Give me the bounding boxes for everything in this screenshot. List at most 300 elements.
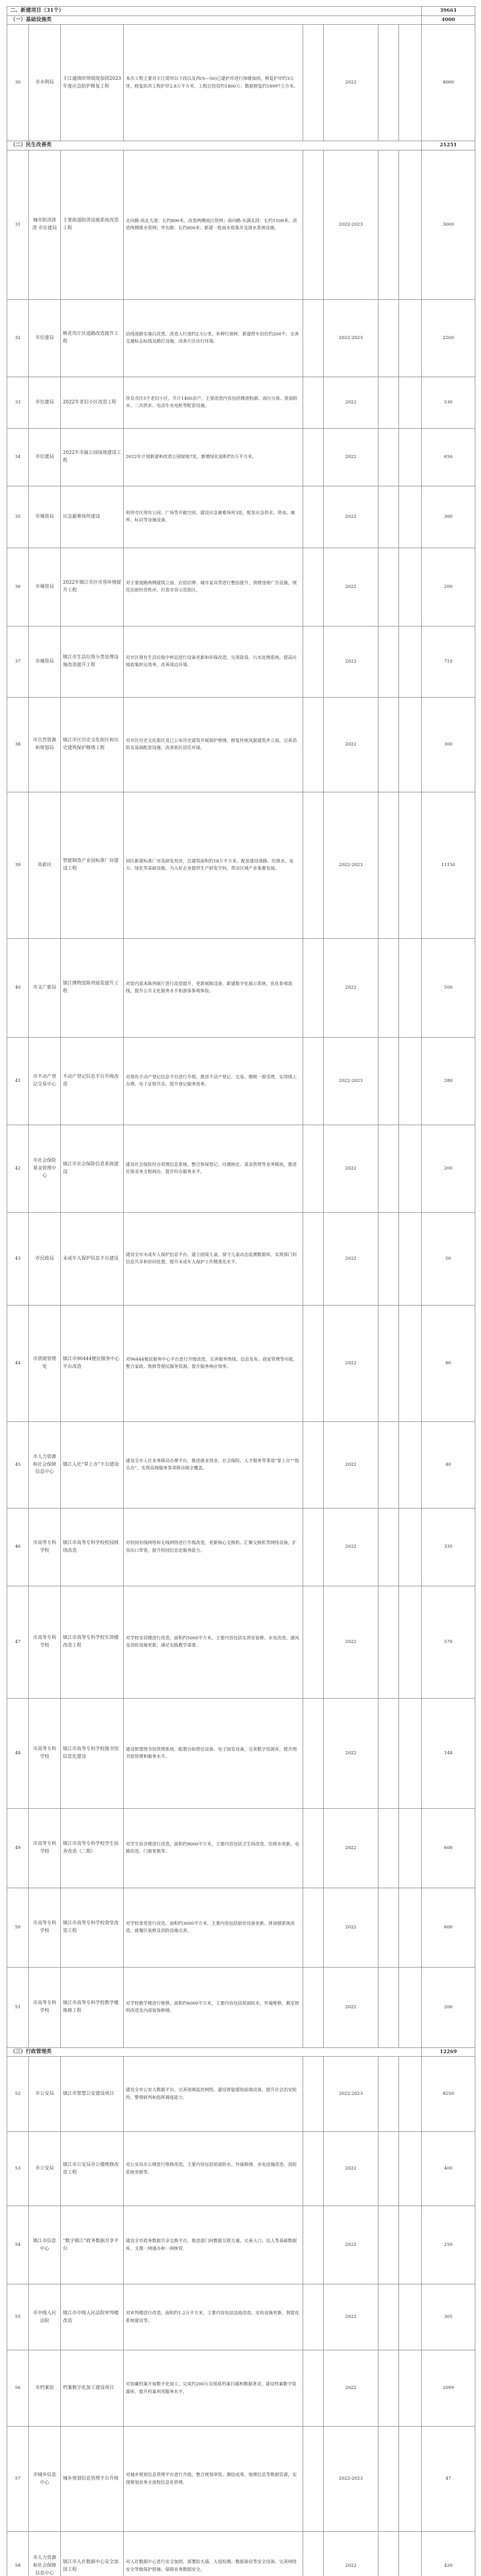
row-number: 57 xyxy=(7,2427,29,2532)
responsible-unit: 市高等专科学校 xyxy=(29,1586,61,1698)
empty-cell xyxy=(303,548,324,626)
empty-cell xyxy=(378,2532,399,2576)
category-label: （一）基础设施类 xyxy=(7,15,422,25)
project-name: 镇江市生活垃圾分类处理设施改造提升工程 xyxy=(61,626,124,697)
empty-cell xyxy=(399,2132,422,2206)
investment-amount: 8250 xyxy=(422,2057,475,2132)
category-label: 二、新建项目（31个） xyxy=(7,7,422,16)
empty-cell xyxy=(378,1586,399,1698)
table-row xyxy=(7,1888,475,1967)
investment-amount: 200 xyxy=(422,1967,475,2047)
empty-cell xyxy=(378,1888,399,1967)
project-name: 2022年市属公园绿地建设工程 xyxy=(61,428,124,486)
empty-cell xyxy=(399,792,422,938)
construction-period: 2022 xyxy=(324,1421,378,1508)
empty-cell xyxy=(399,2284,422,2350)
empty-cell xyxy=(378,2206,399,2284)
empty-cell xyxy=(399,377,422,428)
responsible-unit: 市公安局 xyxy=(29,2132,61,2206)
empty-cell xyxy=(303,2350,324,2427)
empty-cell xyxy=(399,2206,422,2284)
empty-cell xyxy=(378,150,399,299)
project-name: “数字镇江”政务数据共享平台 xyxy=(61,2206,124,2284)
project-content: 对学校食堂进行改造，面积约3000平方米，主要内容包括厨房设备更新、排油烟系统改造、就餐区装修及消防设施完善。 xyxy=(124,1888,303,1967)
investment-amount: 530 xyxy=(422,377,475,428)
responsible-unit: 市人力资源和社会保障信息中心 xyxy=(29,1421,61,1508)
empty-cell xyxy=(303,1212,324,1305)
table-row xyxy=(7,1698,475,1808)
empty-cell xyxy=(399,1698,422,1808)
project-content: 北向路·南北大道：长约800米，改造两侧雨污管网；南向路·东湖北段：长约1500米，改造两侧排水管网；华东路：长约600米；新建一批雨水收集井及排水系统设施。 xyxy=(124,150,303,299)
project-content: 对人社数据中心进行安全加固，部署防火墙、入侵检测、数据备份等安全设备，完善网络安全等级保护措施，保障业务数据安全。 xyxy=(124,2532,303,2576)
row-number: 48 xyxy=(7,1698,29,1808)
empty-cell xyxy=(303,299,324,377)
empty-cell xyxy=(399,1888,422,1967)
project-content: 对学校教学楼进行维修，面积约6000平方米，主要内容包括屋面防水、外墙维修、教室照明改造及内部装饰修缮。 xyxy=(124,1967,303,2047)
construction-period: 2022 xyxy=(324,1508,378,1586)
project-name: 镇江市中级人民法院审判楼改造 xyxy=(61,2284,124,2350)
responsible-unit: 市高等专科学校 xyxy=(29,1508,61,1586)
project-name: 镇江市高等专科学校实训楼改造工程 xyxy=(61,1586,124,1698)
project-content: 对96444便民服务中心平台进行升级改造，完善服务热线、信息发布、商家管理等功能，整合家政、维修等便民服务资源，提升服务响应效率。 xyxy=(124,1305,303,1421)
category-row xyxy=(7,7,475,16)
row-number: 49 xyxy=(7,1808,29,1888)
construction-period: 2022-2023 xyxy=(324,150,378,299)
responsible-unit: 市住建局 xyxy=(29,299,61,377)
category-row xyxy=(7,2047,475,2057)
investment-amount: 148 xyxy=(422,1698,475,1808)
row-number: 52 xyxy=(7,2057,29,2132)
project-table xyxy=(7,6,475,2576)
empty-cell xyxy=(399,1212,422,1305)
responsible-unit: 市住建局 xyxy=(29,377,61,428)
investment-amount: 400 xyxy=(422,2132,475,2206)
project-name: 镇江市区历史文化街区和历史建筑保护修缮工程 xyxy=(61,697,124,792)
row-number: 34 xyxy=(7,428,29,486)
construction-period: 2022 xyxy=(324,626,378,697)
table-row xyxy=(7,2057,475,2132)
investment-amount: 305 xyxy=(422,2284,475,2350)
table-row xyxy=(7,2132,475,2206)
empty-cell xyxy=(399,150,422,299)
investment-amount: 3000 xyxy=(422,150,475,299)
category-total: 21251 xyxy=(422,141,475,150)
project-content: 沿线道路实施白改黑，改造人行道约2.5公里，补种行道树，新建停车泊位约200个，完善交通标志标线及路灯设施，改善片区出行环境。 xyxy=(124,299,303,377)
project-name: 镇江市96444便民服务中心平台改造 xyxy=(61,1305,124,1421)
responsible-unit: 市城管局 xyxy=(29,548,61,626)
investment-amount: 420 xyxy=(422,2532,475,2576)
category-label: （三）行政管理类 xyxy=(7,2047,422,2057)
construction-period: 2022-2023 xyxy=(324,1037,378,1125)
empty-cell xyxy=(399,938,422,1037)
responsible-unit: 市高等专科学校 xyxy=(29,1808,61,1888)
empty-cell xyxy=(378,1508,399,1586)
investment-amount: 47 xyxy=(422,2427,475,2532)
construction-period: 2022 xyxy=(324,2132,378,2206)
empty-cell xyxy=(399,1037,422,1125)
responsible-unit: 市城管局 xyxy=(29,626,61,697)
row-number: 33 xyxy=(7,377,29,428)
empty-cell xyxy=(399,626,422,697)
project-name: 镇江市人社数据中心安全加固工程 xyxy=(61,2532,124,2576)
empty-cell xyxy=(303,25,324,141)
responsible-unit: 市档案馆 xyxy=(29,2350,61,2427)
project-content: 利用市区现有公园、广场等开敞空间，建设应急避难场所3处，配套应急供水、供电、厕所、标识等设施设备。 xyxy=(124,486,303,548)
table-row xyxy=(7,1125,475,1212)
project-content: 建设全市政务数据共享交换平台，推进部门间数据互联互通，完善人口、法人等基础数据库，支撑一网通办和一网统管。 xyxy=(124,2206,303,2284)
responsible-unit: 市自然资源和规划局 xyxy=(29,697,61,792)
construction-period: 2022 xyxy=(324,1698,378,1808)
row-number: 35 xyxy=(7,486,29,548)
project-content: 对公安局办公楼进行维修改造，主要内容包括屋面防水、外墙修缮、水电设施改造、消防系统更新等。 xyxy=(124,2132,303,2206)
construction-period: 2022 xyxy=(324,2206,378,2284)
empty-cell xyxy=(378,1305,399,1421)
project-name: 2022年老旧小区改造工程 xyxy=(61,377,124,428)
row-number: 39 xyxy=(7,792,29,938)
construction-period: 2022 xyxy=(324,1967,378,2047)
investment-amount: 280 xyxy=(422,1037,475,1125)
table-row xyxy=(7,428,475,486)
project-content: 建设智慧图书馆管理系统，配置自助借还设备、电子阅览设备，完善数字资源库，提升图书馆管理和服务水平。 xyxy=(124,1698,303,1808)
project-name: 镇江市高等专科学校校园网络改造 xyxy=(61,1508,124,1586)
empty-cell xyxy=(303,486,324,548)
empty-cell xyxy=(399,1508,422,1586)
project-name: 城乡规划信息管理平台升级 xyxy=(61,2427,124,2532)
empty-cell xyxy=(303,1698,324,1808)
construction-period: 2022 xyxy=(324,1212,378,1305)
table-row xyxy=(7,1808,475,1888)
table-row xyxy=(7,938,475,1037)
empty-cell xyxy=(303,1586,324,1698)
project-name: 档案数字化加工建设项目 xyxy=(61,2350,124,2427)
row-number: 44 xyxy=(7,1305,29,1421)
empty-cell xyxy=(378,1125,399,1212)
project-content: 园区新建标准厂房及研发用房，总建筑面积约18万平方米，配套建设道路、给排水、电力、绿化等基础设施，为入驻企业提供生产研发空间，带动区域产业集聚发展。 xyxy=(124,792,303,938)
row-number: 56 xyxy=(7,2350,29,2427)
empty-cell xyxy=(303,792,324,938)
project-content: 对城乡规划信息管理平台进行升级，整合规划审批、测绘成果、地理信息等数据资源，实现规划业务全流程信息化管理。 xyxy=(124,2427,303,2532)
empty-cell xyxy=(378,1808,399,1888)
row-number: 38 xyxy=(7,697,29,792)
table-row xyxy=(7,1967,475,2047)
investment-amount: 2200 xyxy=(422,299,475,377)
table-row xyxy=(7,1037,475,1125)
investment-amount: 4000 xyxy=(422,25,475,141)
responsible-unit: 市城乡信息中心 xyxy=(29,2427,61,2532)
empty-cell xyxy=(378,548,399,626)
category-row xyxy=(7,15,475,25)
category-row xyxy=(7,141,475,150)
investment-amount: 250 xyxy=(422,2206,475,2284)
investment-amount: 80 xyxy=(422,1305,475,1421)
row-number: 40 xyxy=(7,938,29,1037)
empty-cell xyxy=(303,938,324,1037)
responsible-unit: 市高等专科学校 xyxy=(29,1698,61,1808)
construction-period: 2022 xyxy=(324,428,378,486)
empty-cell xyxy=(303,150,324,299)
responsible-unit: 市人力资源和社会保障信息中心 xyxy=(29,2532,61,2576)
investment-amount: 40 xyxy=(422,1421,475,1508)
investment-amount: 500 xyxy=(422,938,475,1037)
investment-amount: 300 xyxy=(422,697,475,792)
category-total: 4000 xyxy=(422,15,475,25)
empty-cell xyxy=(378,792,399,938)
construction-period: 2022 xyxy=(324,25,378,141)
row-number: 37 xyxy=(7,626,29,697)
empty-cell xyxy=(378,2057,399,2132)
empty-cell xyxy=(399,25,422,141)
construction-period: 2022-2023 xyxy=(324,299,378,377)
table-row xyxy=(7,486,475,548)
construction-period: 2022 xyxy=(324,2350,378,2427)
construction-period: 2022 xyxy=(324,377,378,428)
empty-cell xyxy=(399,486,422,548)
responsible-unit: 市文广旅局 xyxy=(29,938,61,1037)
empty-cell xyxy=(399,1586,422,1698)
empty-cell xyxy=(399,2532,422,2576)
construction-period: 2022 xyxy=(324,938,378,1037)
responsible-unit: 市社会保险基金管理中心 xyxy=(29,1125,61,1212)
empty-cell xyxy=(399,1421,422,1508)
responsible-unit: 市高等专科学校 xyxy=(29,1888,61,1967)
project-content: 建设全市未成年人保护信息平台，建立困境儿童、留守儿童动态监测数据库，实现部门间信息共享和协同处置，提升未成年人保护工作精准化水平。 xyxy=(124,1212,303,1305)
responsible-unit: 市供销管理处 xyxy=(29,1305,61,1421)
investment-amount: 650 xyxy=(422,428,475,486)
category-total: 12269 xyxy=(422,2047,475,2057)
project-content: 对校园有线网络和无线网络进行升级改造，更新核心交换机、汇聚交换机等网络设备，扩容出口带宽，提升校园信息化服务能力。 xyxy=(124,1508,303,1586)
project-content: 建设社会保险经办管理信息系统，整合参保登记、待遇核定、基金管理等业务模块，推进社保业务全程网办，提升经办服务水平。 xyxy=(124,1125,303,1212)
project-name: 镇江市社会保险信息系统建设 xyxy=(61,1125,124,1212)
project-content: 对市区历史文化街区及已公布历史建筑开展保护修缮，修复传统风貌建筑外立面，完善消防及基础配套设施，改善街区居住环境。 xyxy=(124,697,303,792)
investment-amount: 50 xyxy=(422,1212,475,1305)
table-row xyxy=(7,1421,475,1508)
empty-cell xyxy=(378,1967,399,2047)
row-number: 45 xyxy=(7,1421,29,1508)
project-name: 镇江市高等专科学校图书馆信息化建设 xyxy=(61,1698,124,1808)
investment-amount: 2099 xyxy=(422,2350,475,2427)
project-name: 镇江人社“掌上办”平台建设 xyxy=(61,1421,124,1508)
empty-cell xyxy=(378,2427,399,2532)
project-name: 镇江博物馆陈列展览提升工程 xyxy=(61,938,124,1037)
empty-cell xyxy=(399,1808,422,1888)
row-number: 46 xyxy=(7,1508,29,1586)
construction-period: 2022 xyxy=(324,1305,378,1421)
construction-period: 2022-2023 xyxy=(324,2057,378,2132)
empty-cell xyxy=(303,2284,324,2350)
responsible-unit: 高新区 xyxy=(29,792,61,938)
project-name: 应急避难场所建设 xyxy=(61,486,124,548)
empty-cell xyxy=(378,1698,399,1808)
empty-cell xyxy=(303,697,324,792)
empty-cell xyxy=(303,2057,324,2132)
empty-cell xyxy=(303,1967,324,2047)
table-row xyxy=(7,299,475,377)
investment-amount: 200 xyxy=(422,1125,475,1212)
project-name: 桃花坞片区道路改造提升工程 xyxy=(61,299,124,377)
empty-cell xyxy=(303,377,324,428)
empty-cell xyxy=(399,697,422,792)
empty-cell xyxy=(399,299,422,377)
empty-cell xyxy=(378,2350,399,2427)
empty-cell xyxy=(303,626,324,697)
empty-cell xyxy=(378,626,399,697)
investment-amount: 600 xyxy=(422,1888,475,1967)
row-number: 31 xyxy=(7,150,29,299)
investment-amount: 11150 xyxy=(422,792,475,938)
row-number: 41 xyxy=(7,1037,29,1125)
empty-cell xyxy=(378,697,399,792)
table-row xyxy=(7,2284,475,2350)
empty-cell xyxy=(303,1305,324,1421)
empty-cell xyxy=(303,2532,324,2576)
project-name: 镇江市智慧公安建设项目 xyxy=(61,2057,124,2132)
empty-cell xyxy=(378,2132,399,2206)
responsible-unit: 城市防洪排涝 市住建局 xyxy=(29,150,61,299)
empty-cell xyxy=(399,428,422,486)
construction-period: 2022 xyxy=(324,548,378,626)
empty-cell xyxy=(303,428,324,486)
empty-cell xyxy=(378,428,399,486)
investment-amount: 570 xyxy=(422,1586,475,1698)
row-number: 36 xyxy=(7,548,29,626)
project-content: 对主要道路两侧建筑立面、店招店牌、城市家具等进行整治提升，清理违规广告设施，规范沿街经营秩序，打造市容示范街区。 xyxy=(124,548,303,626)
project-content: 对审判楼进行改造，面积约1.2万平方米，主要内容包括法庭改造、安检设施更新、智能化系统建设等。 xyxy=(124,2284,303,2350)
project-content: 2022年计划新建和改造公园绿地7处，新增绿化面积约5万平方米。 xyxy=(124,428,303,486)
project-name: 主要街道防涝设施系统改造工程 xyxy=(61,150,124,299)
empty-cell xyxy=(399,2350,422,2427)
table-row xyxy=(7,150,475,299)
table-row xyxy=(7,1586,475,1698)
project-content: 对馆内基本陈列展厅进行改造提升，更新展陈设备，新建数字化展示系统，优化参观流线，提升公共文化服务水平和游客参观体验。 xyxy=(124,938,303,1037)
empty-cell xyxy=(303,1888,324,1967)
responsible-unit: 市不动产登记交易中心 xyxy=(29,1037,61,1125)
table-row xyxy=(7,1212,475,1305)
empty-cell xyxy=(303,2427,324,2532)
empty-cell xyxy=(303,1037,324,1125)
row-number: 58 xyxy=(7,2532,29,2576)
empty-cell xyxy=(378,486,399,548)
empty-cell xyxy=(303,1125,324,1212)
category-total: 39661 xyxy=(422,7,475,16)
project-content: 对学生宿舍楼进行改造，面积约9000平方米，主要内容包括卫生间改造、给排水更新、电路改造、门窗更换等。 xyxy=(124,1808,303,1888)
project-name: 智能制造产业园标准厂房建设工程 xyxy=(61,792,124,938)
empty-cell xyxy=(399,548,422,626)
construction-period: 2022 xyxy=(324,1808,378,1888)
table-row xyxy=(7,1508,475,1586)
table-row xyxy=(7,626,475,697)
empty-cell xyxy=(378,2284,399,2350)
empty-cell xyxy=(303,1808,324,1888)
construction-period: 2022 xyxy=(324,1125,378,1212)
project-name: 2022年镇江市区市容环境提升工程 xyxy=(61,548,124,626)
project-content: 建设全市人社业务移动办理平台，推进就业创业、社会保险、人才服务等事项“掌上办”“指尖办”，实现高频服务事项移动端全覆盖。 xyxy=(124,1421,303,1508)
empty-cell xyxy=(399,2057,422,2132)
category-label: （二）民生改善类 xyxy=(7,141,422,150)
table-row xyxy=(7,2532,475,2576)
table-row xyxy=(7,2206,475,2284)
row-number: 53 xyxy=(7,2132,29,2206)
construction-period: 2022-2023 xyxy=(324,792,378,938)
empty-cell xyxy=(378,938,399,1037)
project-content: 对现有不动产登记信息平台进行升级，推进不动产登记、交易、缴税一窗受理，实现线上办理、电子证照共享，提升登记服务效率。 xyxy=(124,1037,303,1125)
empty-cell xyxy=(399,2427,422,2532)
construction-period: 2022-2023 xyxy=(324,2427,378,2532)
table-row xyxy=(7,377,475,428)
responsible-unit: 市民政局 xyxy=(29,1212,61,1305)
row-number: 47 xyxy=(7,1586,29,1698)
investment-amount: 600 xyxy=(422,1808,475,1888)
investment-amount: 710 xyxy=(422,626,475,697)
empty-cell xyxy=(378,1212,399,1305)
row-number: 50 xyxy=(7,1888,29,1967)
empty-cell xyxy=(378,1421,399,1508)
row-number: 55 xyxy=(7,2284,29,2350)
table-row xyxy=(7,792,475,938)
investment-amount: 200 xyxy=(422,548,475,626)
project-name: 镇江市公安局办公楼维修改造工程 xyxy=(61,2132,124,2206)
project-name: 不动产登记信息平台升级改造 xyxy=(61,1037,124,1125)
project-content: 对市区现有生活垃圾中转站进行设备更新和环保改造，完善除臭、污水处理系统，提高垃圾收集转运效率，改善周边环境。 xyxy=(124,626,303,697)
row-number: 43 xyxy=(7,1212,29,1305)
responsible-unit: 市城管局 xyxy=(29,486,61,548)
row-number: 51 xyxy=(7,1967,29,2047)
empty-cell xyxy=(399,1125,422,1212)
table-row xyxy=(7,25,475,141)
row-number: 32 xyxy=(7,299,29,377)
table-row xyxy=(7,2350,475,2427)
investment-amount: 300 xyxy=(422,486,475,548)
table-row xyxy=(7,1305,475,1421)
construction-period: 2022 xyxy=(324,486,378,548)
responsible-unit: 镇江市信息中心 xyxy=(29,2206,61,2284)
construction-period: 2022 xyxy=(324,697,378,792)
construction-period: 2022 xyxy=(324,1888,378,1967)
responsible-unit: 市中级人民法院 xyxy=(29,2284,61,2350)
empty-cell xyxy=(303,2132,324,2206)
responsible-unit: 市公安局 xyxy=(29,2057,61,2132)
construction-period: 2022 xyxy=(324,2532,378,2576)
investment-amount: 335 xyxy=(422,1508,475,1586)
empty-cell xyxy=(378,299,399,377)
responsible-unit: 市住建局 xyxy=(29,428,61,486)
project-content: 对学校实训楼进行改造，面积约5000平方米，主要内容包括实训室装修、水电改造、通风及消防设施更新，满足实践教学需要。 xyxy=(124,1586,303,1698)
project-name: 镇江市高等专科学校食堂改造工程 xyxy=(61,1888,124,1967)
construction-period: 2022 xyxy=(324,2284,378,2350)
project-name: 镇江市高等专科学校学生宿舍改造（二期） xyxy=(61,1808,124,1888)
empty-cell xyxy=(303,2206,324,2284)
table-row xyxy=(7,697,475,792)
empty-cell xyxy=(399,1305,422,1421)
project-content: 涉及市区5个老旧小区，共计1400余户，主要改造内容包括楼道粉刷、雨污分流、屋面防水、二次供水、电动车充电桩等配套设施。 xyxy=(124,377,303,428)
empty-cell xyxy=(378,377,399,428)
table-row xyxy=(7,2427,475,2532)
empty-cell xyxy=(399,1967,422,2047)
project-name: 丰江通填岸坝坡堤加固2023年度应急防护修复工程 xyxy=(61,25,124,141)
project-content: 建设全市公安大数据平台，完善视频监控网络，建设智能感知前端设备，提升社会治安防控、警情研判和指挥调度能力。 xyxy=(124,2057,303,2132)
project-content: 对馆藏档案开展数字化加工，完成约200万页纸质档案扫描和数据著录，建设档案数字资源库，提升档案利用服务水平。 xyxy=(124,2350,303,2427)
project-name: 未成年人保护信息平台建设 xyxy=(61,1212,124,1305)
responsible-unit: 市水利局 xyxy=(29,25,61,141)
row-number: 42 xyxy=(7,1125,29,1212)
empty-cell xyxy=(378,25,399,141)
empty-cell xyxy=(378,1037,399,1125)
row-number: 30 xyxy=(7,25,29,141)
empty-cell xyxy=(303,1421,324,1508)
project-name: 镇江市高等专科学校教学楼维修工程 xyxy=(61,1967,124,2047)
responsible-unit: 市高等专科学校 xyxy=(29,1967,61,2047)
empty-cell xyxy=(303,1508,324,1586)
project-content: 本次工程主要对丰江堤坝以下段以及西(S—50)已建护岸进行抹缝加固，修复护岸约3公里，修复防洪工程护岸2.8万平方米，工程总投资约1800万；数据修复约18997立方米。 xyxy=(124,25,303,141)
